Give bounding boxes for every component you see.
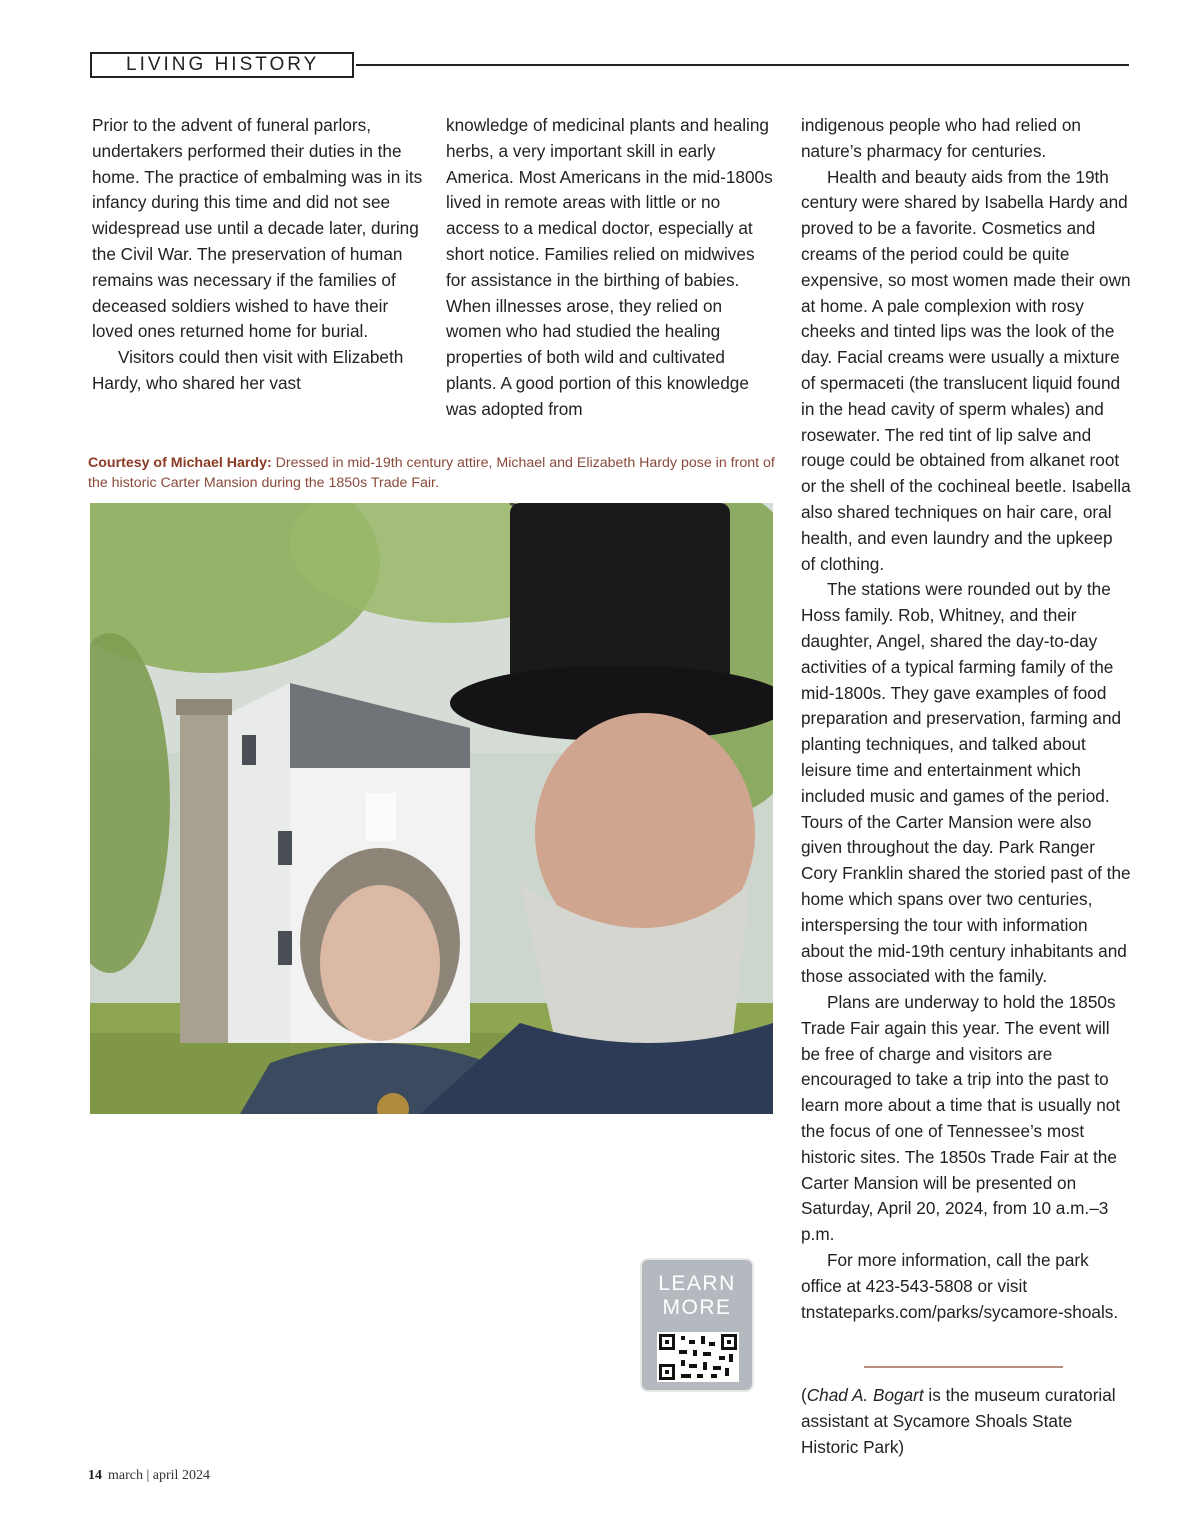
column3-paragraph-4: Plans are underway to hold the 1850s Trade Fair again this year. The event will be free of charge and visitors are encouraged to take a trip into the past to learn more about a time that is usually not the focus of one of Tennessee’s most historic sites. The 1850s Trade Fair at the Carter Mansion will be presented on Saturday, April 20, 2024, from 10 a.m.–3 p.m.: [801, 992, 1121, 1245]
column3-paragraph-3: The stations were rounded out by the Hoss family. Rob, Whitney, and their daughter, Angel, shared the day-to-day activities of a typical farming family of the mid-1800s. They gave examples of food preparation and preservation, farming and planting techniques, and talked about leisure time and entertainment which included music and games of the period. Tours of the Carter Mansion were also given throughout the day. Park Ranger Cory Franklin shared the storied past of the home which spans over two centuries, interspersing the tour with information about the mid-19th century inhabitants and those associated with the family.: [801, 579, 1131, 987]
photo-illustration: [90, 503, 773, 1114]
section-header: [90, 52, 354, 78]
article-column-2: [446, 113, 776, 423]
author-bio: [801, 1382, 1131, 1460]
article-column-3: [801, 113, 1131, 1325]
learn-more-label: [642, 1272, 752, 1320]
column2-paragraph-1: knowledge of medicinal plants and healing herbs, a very important skill in early America. Most Americans in the mid-1800s lived in remote areas with little or no access to a medical doctor, especially at short notice. Families relied on midwives for assistance in the birthing of babies. When illnesses arose, they relied on women who had studied the healing properties of both wild and cultivated plants. A good portion of this knowledge was adopted from: [446, 115, 773, 419]
qr-code-graphic: [659, 1334, 737, 1380]
qr-code-icon[interactable]: [657, 1332, 739, 1382]
learn-more-qr[interactable]: [640, 1258, 754, 1392]
column3-paragraph-2: Health and beauty aids from the 19th century were shared by Isabella Hardy and proved to be a favorite. Cosmetics and creams of the period could be quite expensive, so most women made their own at home. A pale complexion with rosy cheeks and tinted lips was the look of the day. Facial creams were usually a mixture of spermaceti (the translucent liquid found in the head cavity of sperm whales) and rosewater. The red tint of lip salve and rouge could be obtained from alkanet root or the shell of the cochineal beetle. Isabella also shared techniques on hair care, oral health, and even laundry and the upkeep of clothing.: [801, 166, 1131, 574]
bio-text: is the museum curatorial assistant at Sycamore Shoals State Historic Park): [801, 1385, 1116, 1457]
bio-divider: [864, 1366, 1063, 1368]
section-rule: [356, 64, 1129, 66]
page-number: 14: [88, 1468, 102, 1483]
hardy-portrait-photo: [90, 503, 773, 1114]
article-column-1: [92, 113, 434, 397]
column1-paragraph-2: Visitors could then visit with Elizabeth Hardy, who shared her vast: [92, 347, 404, 393]
photo-credit: Courtesy of Michael Hardy:: [88, 455, 272, 471]
issue-date: march | april 2024: [108, 1468, 210, 1483]
learn-more-line-2: MORE: [662, 1296, 732, 1319]
page-footer: [88, 1468, 210, 1484]
column3-paragraph-5: For more information, call the park office at 423-543-5808 or visit tnstateparks.com/parks/sycamore-shoals.: [801, 1250, 1119, 1322]
column3-paragraph-1: indigenous people who had relied on nature’s pharmacy for centuries.: [801, 115, 1081, 161]
photo-caption: [88, 453, 778, 493]
learn-more-line-1: LEARN: [658, 1272, 736, 1295]
author-name: Chad A. Bogart: [806, 1385, 924, 1405]
section-title: LIVING HISTORY: [126, 54, 320, 75]
caption-text: Dressed in mid-19th century attire, Michael and Elizabeth Hardy pose in front of the historic Carter Mansion during the 1850s Trade Fair.: [88, 455, 775, 491]
bio-open-paren: (: [801, 1385, 807, 1405]
column1-paragraph-1: Prior to the advent of funeral parlors, undertakers performed their duties in the home. The practice of embalming was in its infancy during this time and did not see widespread use until a decade later, during the Civil War. The preservation of human remains was necessary if the families of deceased soldiers wished to have their loved ones returned home for burial.: [92, 115, 423, 342]
